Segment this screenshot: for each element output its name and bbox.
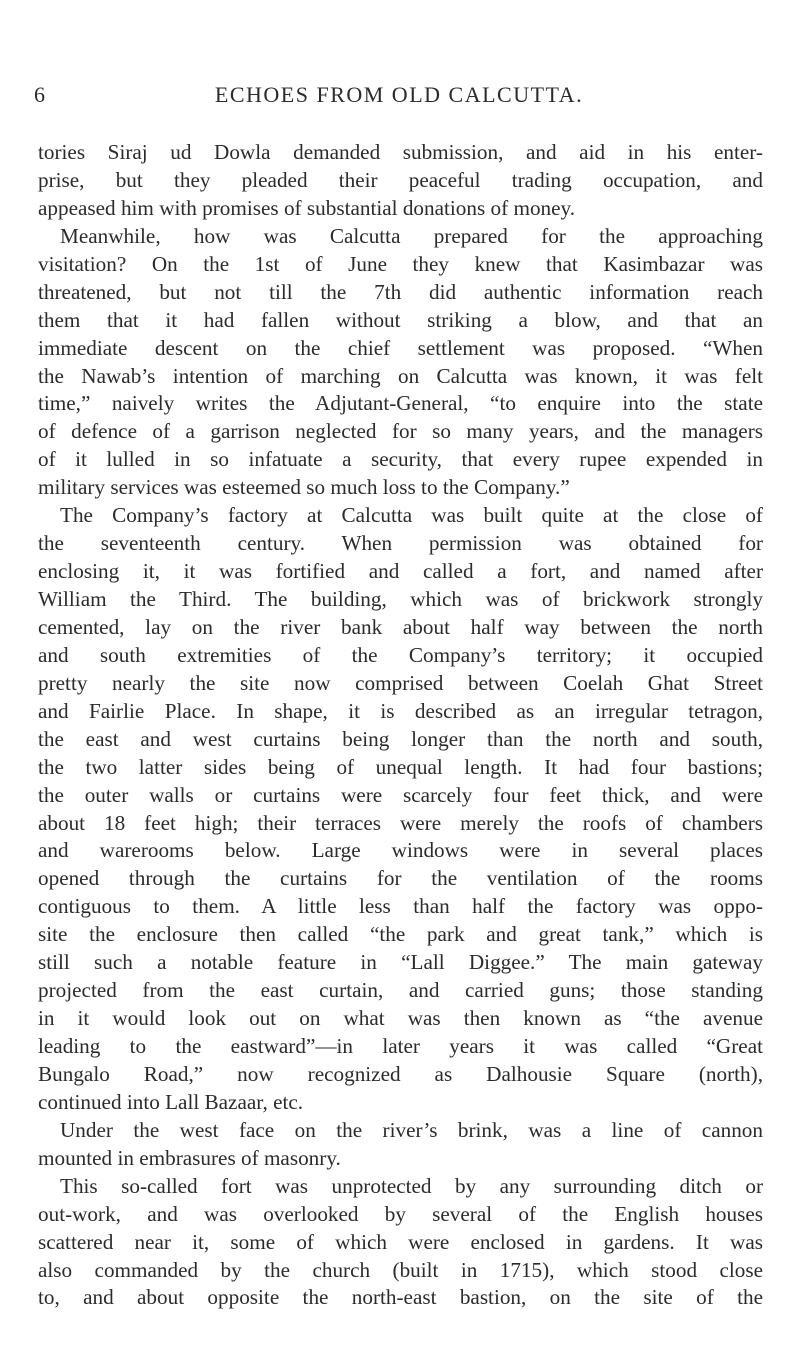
- text-line: them that it had fallen without striking a blow, and that an: [38, 307, 763, 332]
- text-line: and warerooms below. Large windows were in several places: [38, 838, 763, 863]
- text-line: pretty nearly the site now comprised between Coelah Ghat Street: [38, 670, 763, 695]
- text-line: tories Siraj ud Dowla demanded submission, and aid in his enter-: [38, 140, 763, 164]
- text-line: visitation? On the 1st of June they knew that Kasimbazar was: [38, 251, 763, 276]
- text-line: continued into Lall Bazaar, etc.: [38, 1089, 304, 1114]
- text-line: This so-called fort was unprotected by any surrounding ditch or: [60, 1173, 763, 1198]
- text-line: threatened, but not till the 7th did authentic information reach: [38, 279, 763, 304]
- text-line: of it lulled in so infatuate a security, that every rupee expended in: [38, 447, 763, 472]
- text-line: scattered near it, some of which were enclosed in gardens. It was: [38, 1229, 763, 1254]
- text-line: Under the west face on the river’s brink, was a line of cannon: [60, 1117, 763, 1142]
- text-line: of defence of a garrison neglected for so many years, and the managers: [38, 419, 763, 444]
- text-line: Meanwhile, how was Calcutta prepared for the approaching: [60, 223, 763, 248]
- text-line: immediate descent on the chief settlement was proposed. “When: [38, 335, 763, 360]
- text-line: also commanded by the church (built in 1715), which stood close: [38, 1257, 763, 1282]
- text-line: the east and west curtains being longer than the north and south,: [38, 726, 763, 751]
- text-line: the seventeenth century. When permission was obtained for: [38, 531, 763, 556]
- text-line: and Fairlie Place. In shape, it is described as an irregular tetragon,: [38, 698, 763, 723]
- body-text: [38, 139, 763, 1312]
- text-line: mounted in embrasures of masonry.: [38, 1145, 341, 1170]
- text-line: contiguous to them. A little less than half the factory was oppo-: [38, 894, 763, 919]
- text-line: and south extremities of the Company’s territory; it occupied: [38, 642, 763, 667]
- running-head: [34, 82, 764, 112]
- text-line: time,” naively writes the Adjutant-General, “to enquire into the state: [38, 391, 763, 416]
- text-line: site the enclosure then called “the park and great tank,” which is: [38, 922, 763, 947]
- text-line: still such a notable feature in “Lall Diggee.” The main gateway: [38, 950, 763, 975]
- text-line: Bungalo Road,” now recognized as Dalhousie Square (north),: [38, 1061, 763, 1086]
- text-line: to, and about opposite the north-east bastion, on the site of the: [38, 1285, 763, 1310]
- text-line: cemented, lay on the river bank about half way between the north: [38, 614, 763, 639]
- text-line: the outer walls or curtains were scarcely four feet thick, and were: [38, 782, 763, 807]
- running-head-title: ECHOES FROM OLD CALCUTTA.: [214, 82, 584, 107]
- text-line: the Nawab’s intention of marching on Calcutta was known, it was felt: [38, 363, 763, 388]
- text-line: leading to the eastward”—in later years it was called “Great: [38, 1034, 763, 1058]
- text-line: the two latter sides being of unequal length. It had four bastions;: [38, 754, 763, 779]
- text-line: prise, but they pleaded their peaceful trading occupation, and: [38, 167, 763, 192]
- text-line: about 18 feet high; their terraces were merely the roofs of chambers: [38, 810, 763, 835]
- text-line: projected from the east curtain, and carried guns; those standing: [38, 978, 763, 1003]
- text-line: military services was esteemed so much loss to the Company.”: [38, 475, 570, 500]
- text-line: William the Third. The building, which was of brickwork strongly: [38, 587, 763, 611]
- text-line: The Company’s factory at Calcutta was built quite at the close of: [60, 503, 763, 528]
- text-line: in it would look out on what was then known as “the avenue: [38, 1006, 763, 1031]
- text-line: opened through the curtains for the ventilation of the rooms: [38, 866, 763, 891]
- page-number: 6: [34, 82, 46, 107]
- text-line: appeased him with promises of substantial donations of money.: [38, 195, 576, 220]
- text-line: enclosing it, it was fortified and called a fort, and named after: [38, 559, 763, 584]
- text-line: out-work, and was overlooked by several of the English houses: [38, 1201, 763, 1226]
